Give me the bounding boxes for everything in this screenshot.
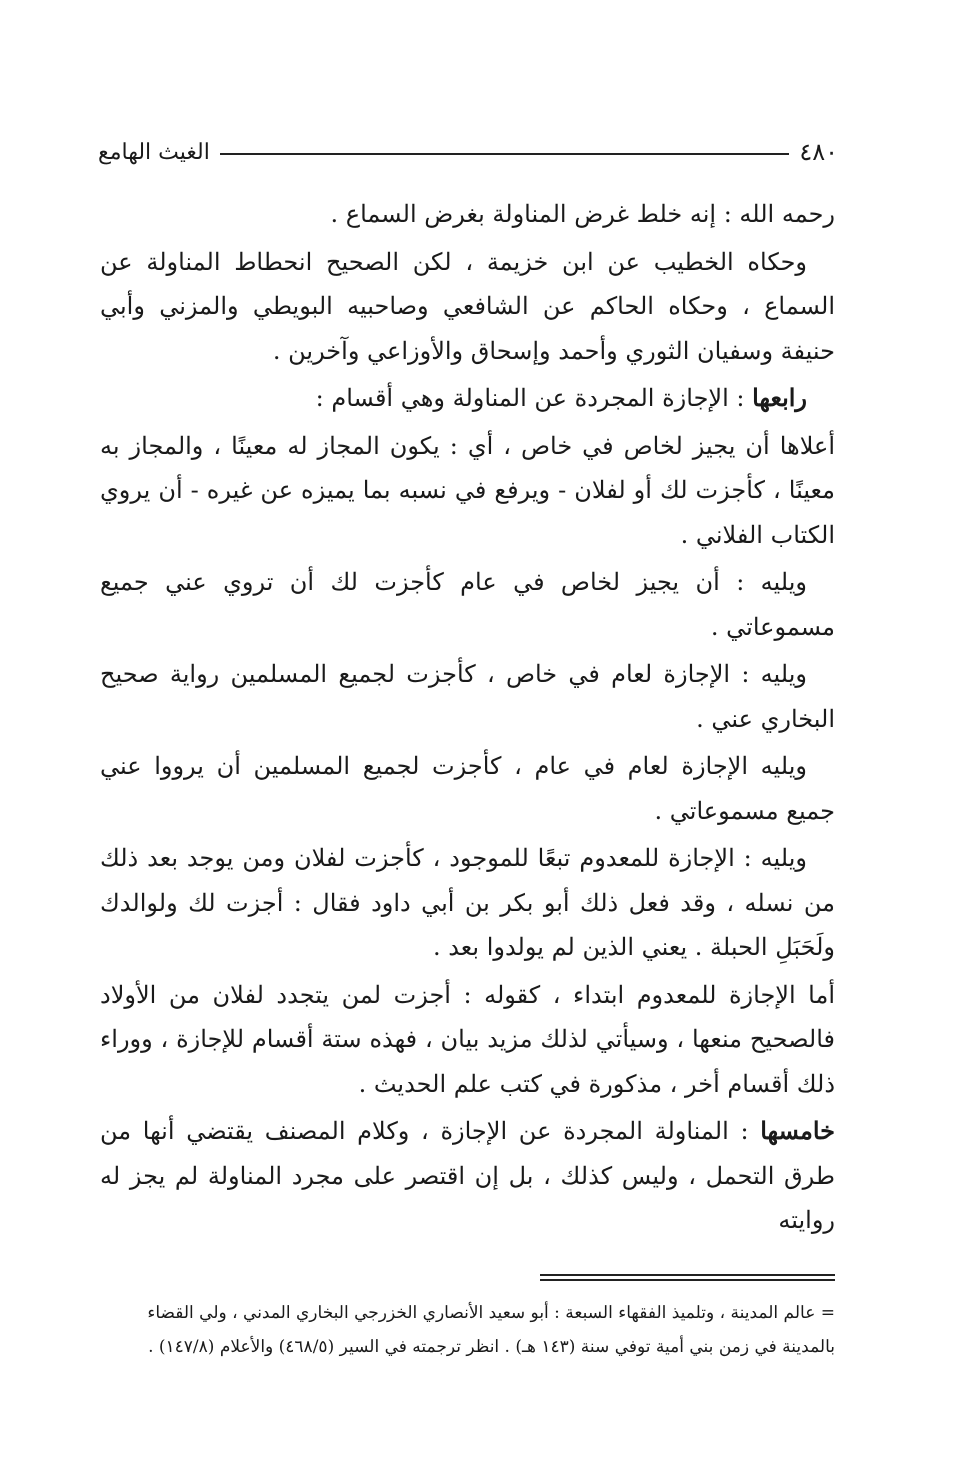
page-number: ٤٨٠ <box>799 138 838 166</box>
paragraph-6: ويليه : الإجازة لعام في خاص ، كأجزت لجميع المسلمين رواية صحيح البخاري عني . <box>100 660 835 733</box>
paragraph-7: ويليه الإجازة لعام في عام ، كأجزت لجميع المسلمين أن يرووا عني جميع مسموعاتي . <box>100 752 835 825</box>
footnote-rule-double <box>540 1279 835 1281</box>
header-rule <box>220 153 790 155</box>
footnote <box>100 1296 835 1364</box>
footnote-rule <box>540 1274 835 1276</box>
paragraph-3-text: : الإجازة المجردة عن المناولة وهي أقسام : <box>315 384 753 412</box>
footnote-line-1: = عالم المدينة ، وتلميذ الفقهاء السبعة : أبو سعيد الأنصاري الخزرجي البخاري المدني ، ولي القضاء <box>147 1303 835 1323</box>
section-label-fifth: خامسها <box>760 1116 835 1145</box>
paragraph-3 <box>100 376 835 421</box>
footnote-line-2: بالمدينة في زمن بني أمية توفي سنة (١٤٣ هـ) . انظر ترجمته في السير (٤٦٨/٥) والأعلام (١٤٧/٨) . <box>148 1337 835 1357</box>
paragraph-9: أما الإجازة للمعدوم ابتداء ، كقوله : أجزت لمن يتجدد لفلان من الأولاد فالصحيح منعها ، وسيأتي لذلك مزيد بيان ، فهذه ستة أقسام للإجازة ، ووراء ذلك أقسام أخر ، مذكورة في كتب علم الحديث . <box>100 980 835 1098</box>
paragraph-10-text: : المناولة المجردة عن الإجازة ، وكلام المصنف يقتضي أنها من طرق التحمل ، وليس كذلك ، بل إن اقتصر على مجرد المناولة لم يجز له روايته <box>100 1117 835 1234</box>
paragraph-5: ويليه : أن يجيز لخاص في عام كأجزت لك أن تروي عني جميع مسموعاتي . <box>100 568 835 641</box>
paragraph-1: رحمه الله : إنه خلط غرض المناولة بغرض السماع . <box>330 200 835 228</box>
paragraph-8: ويليه : الإجازة للمعدوم تبعًا للموجود ، كأجزت لفلان ومن يوجد بعد ذلك من نسله ، وقد فعل ذلك أبو بكر بن أبي داود فقال : أجزت لك ولوالدك ولَحَبَلِ الحبلة . يعني الذين لم يولدوا بعد . <box>100 844 835 961</box>
paragraph-2: وحكاه الخطيب عن ابن خزيمة ، لكن الصحيح انحطاط المناولة عن السماع ، وحكاه الحاكم عن الشافعي وصاحبيه البويطي والمزني وأبي حنيفة وسفيان الثوري وأحمد وإسحاق والأوزاعي وآخرين . <box>100 247 835 365</box>
header-title: الغيث الهامع <box>98 139 210 165</box>
running-header <box>98 132 838 172</box>
body-text <box>100 192 835 1246</box>
section-label-fourth: رابعها <box>752 383 807 412</box>
paragraph-10 <box>100 1109 835 1243</box>
paragraph-4: أعلاها أن يجيز لخاص في خاص ، أي : يكون المجاز له معينًا ، والمجاز به معينًا ، كأجزت لك أو لفلان - ويرفع في نسبه بما يميزه عن غيره - أن يروي الكتاب الفلاني . <box>100 431 836 549</box>
